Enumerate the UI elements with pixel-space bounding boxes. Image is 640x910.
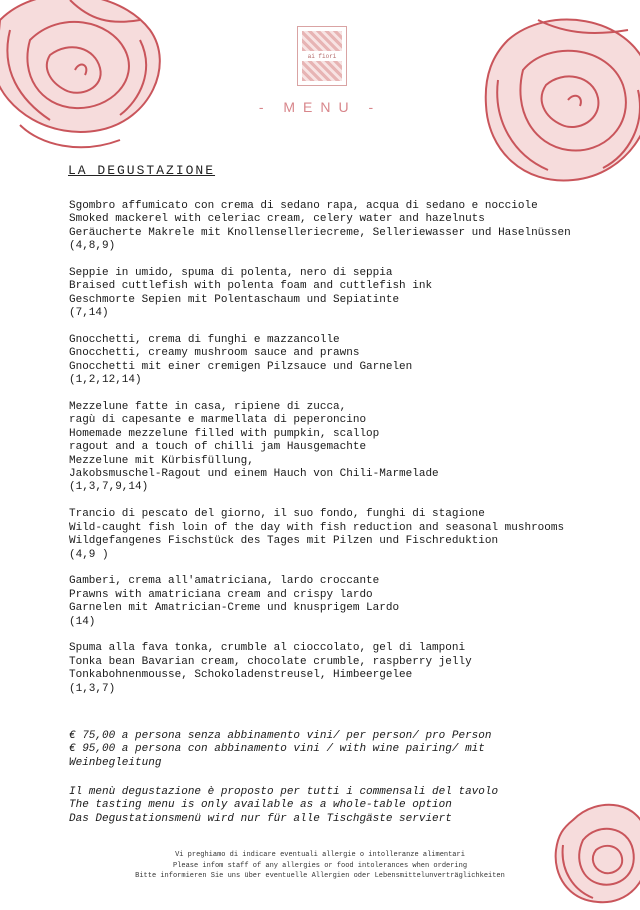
dish-line: Mezzelune fatte in casa, ripiene di zucca,: [69, 401, 347, 414]
dish-line: Jakobsmuschel-Ragout und einem Hauch von Chili-Marmelade: [69, 468, 439, 481]
dish-line: ragù di capesante e marmellata di peperoncino: [69, 414, 367, 427]
dish-line: Gnocchetti, crema di funghi e mazzancolle: [69, 334, 340, 347]
dish-line: Wild-caught fish loin of the day with fish reduction and seasonal mushrooms: [69, 521, 565, 534]
dish-allergens: (14): [69, 615, 96, 628]
dish-list: [69, 200, 569, 709]
dish-line: Gnocchetti mit einer cremigen Pilzsauce und Garnelen: [69, 360, 413, 373]
dish-line: Mezzelune mit Kürbisfüllung,: [69, 454, 254, 467]
dish-line: Sgombro affumicato con crema di sedano rapa, acqua di sedano e nocciole: [69, 200, 538, 212]
note-line: The tasting menu is only available as a whole-table option: [69, 799, 452, 812]
footer-line: Please infom staff of any allergies or food intolerances when ordering: [172, 861, 468, 870]
dish-line: Garnelen mit Amatrician-Creme und knusprigem Lardo: [69, 602, 400, 615]
dish-allergens: (1,3,7): [69, 682, 116, 695]
price-line: € 75,00 a persona senza abbinamento vini/ per person/ pro Person: [69, 730, 492, 742]
logo-pattern-bottom: [302, 61, 342, 81]
section-title: LA DEGUSTAZIONE: [68, 163, 216, 178]
dish-line: Gamberi, crema all'amatriciana, lardo croccante: [69, 575, 380, 588]
dish-line: Geräucherte Makrele mit Knollenselleriecreme, Selleriewasser und Haselnüssen: [69, 226, 571, 239]
peony-illustration-top-right: [478, 0, 640, 195]
logo-pattern-top: [302, 31, 342, 51]
price-info: [69, 730, 589, 770]
dish-item: [69, 401, 569, 495]
dish-line: Wildgefangenes Fischstück des Tages mit Pilzen und Fischreduktion: [69, 535, 499, 548]
peony-illustration-top-left: [0, 0, 190, 160]
dish-line: Homemade mezzelune filled with pumpkin, scallop: [69, 427, 380, 440]
dish-line: Smoked mackerel with celeriac cream, celery water and hazelnuts: [69, 213, 485, 226]
dish-allergens: (1,3,7,9,14): [69, 481, 149, 494]
table-policy-notes: [69, 786, 589, 826]
restaurant-logo: [297, 26, 347, 86]
price-line: € 95,00 a persona con abbinamento vini / with wine pairing/ mit: [69, 743, 485, 756]
dish-item: [69, 642, 569, 696]
dish-item: [69, 267, 569, 321]
dish-line: Geschmorte Sepien mit Polentaschaum und Sepiatinte: [69, 293, 400, 306]
dish-item: [69, 200, 569, 254]
dish-line: Prawns with amatriciana cream and crispy lardo: [69, 588, 373, 601]
dish-allergens: (1,2,12,14): [69, 374, 142, 387]
dish-line: Tonkabohnenmousse, Schokoladenstreusel, Himbeergelee: [69, 669, 413, 682]
dish-line: Spuma alla fava tonka, crumble al cioccolato, gel di lamponi: [69, 642, 466, 655]
footer-line: Bitte informieren Sie uns über eventuelle Allergien oder Lebensmittelunverträglichkeiten: [135, 872, 505, 880]
dish-line: Seppie in umido, spuma di polenta, nero di seppia: [69, 267, 393, 280]
dish-item: [69, 508, 569, 562]
dish-allergens: (4,8,9): [69, 240, 116, 253]
dish-line: Braised cuttlefish with polenta foam and cuttlefish ink: [69, 280, 433, 293]
dish-line: ragout and a touch of chilli jam Hausgemachte: [69, 441, 367, 454]
dish-allergens: (7,14): [69, 307, 109, 320]
dish-line: Gnocchetti, creamy mushroom sauce and prawns: [69, 347, 360, 360]
menu-title: - MENU -: [258, 99, 382, 115]
logo-text: ai fiori: [307, 53, 337, 60]
dish-allergens: (4,9 ): [69, 548, 109, 561]
note-line: Il menù degustazione è proposto per tutti i commensali del tavolo: [69, 786, 499, 798]
allergy-footer: [0, 850, 640, 882]
dish-item: [69, 575, 569, 629]
price-line: Weinbegleitung: [69, 756, 162, 769]
dish-line: Trancio di pescato del giorno, il suo fondo, funghi di stagione: [69, 508, 485, 521]
footer-line: Vi preghiamo di indicare eventuali allergie o intolleranze alimentari: [175, 851, 465, 859]
dish-item: [69, 334, 569, 388]
note-line: Das Degustationsmenü wird nur für alle Tischgäste serviert: [69, 812, 452, 825]
dish-line: Tonka bean Bavarian cream, chocolate crumble, raspberry jelly: [69, 655, 472, 668]
